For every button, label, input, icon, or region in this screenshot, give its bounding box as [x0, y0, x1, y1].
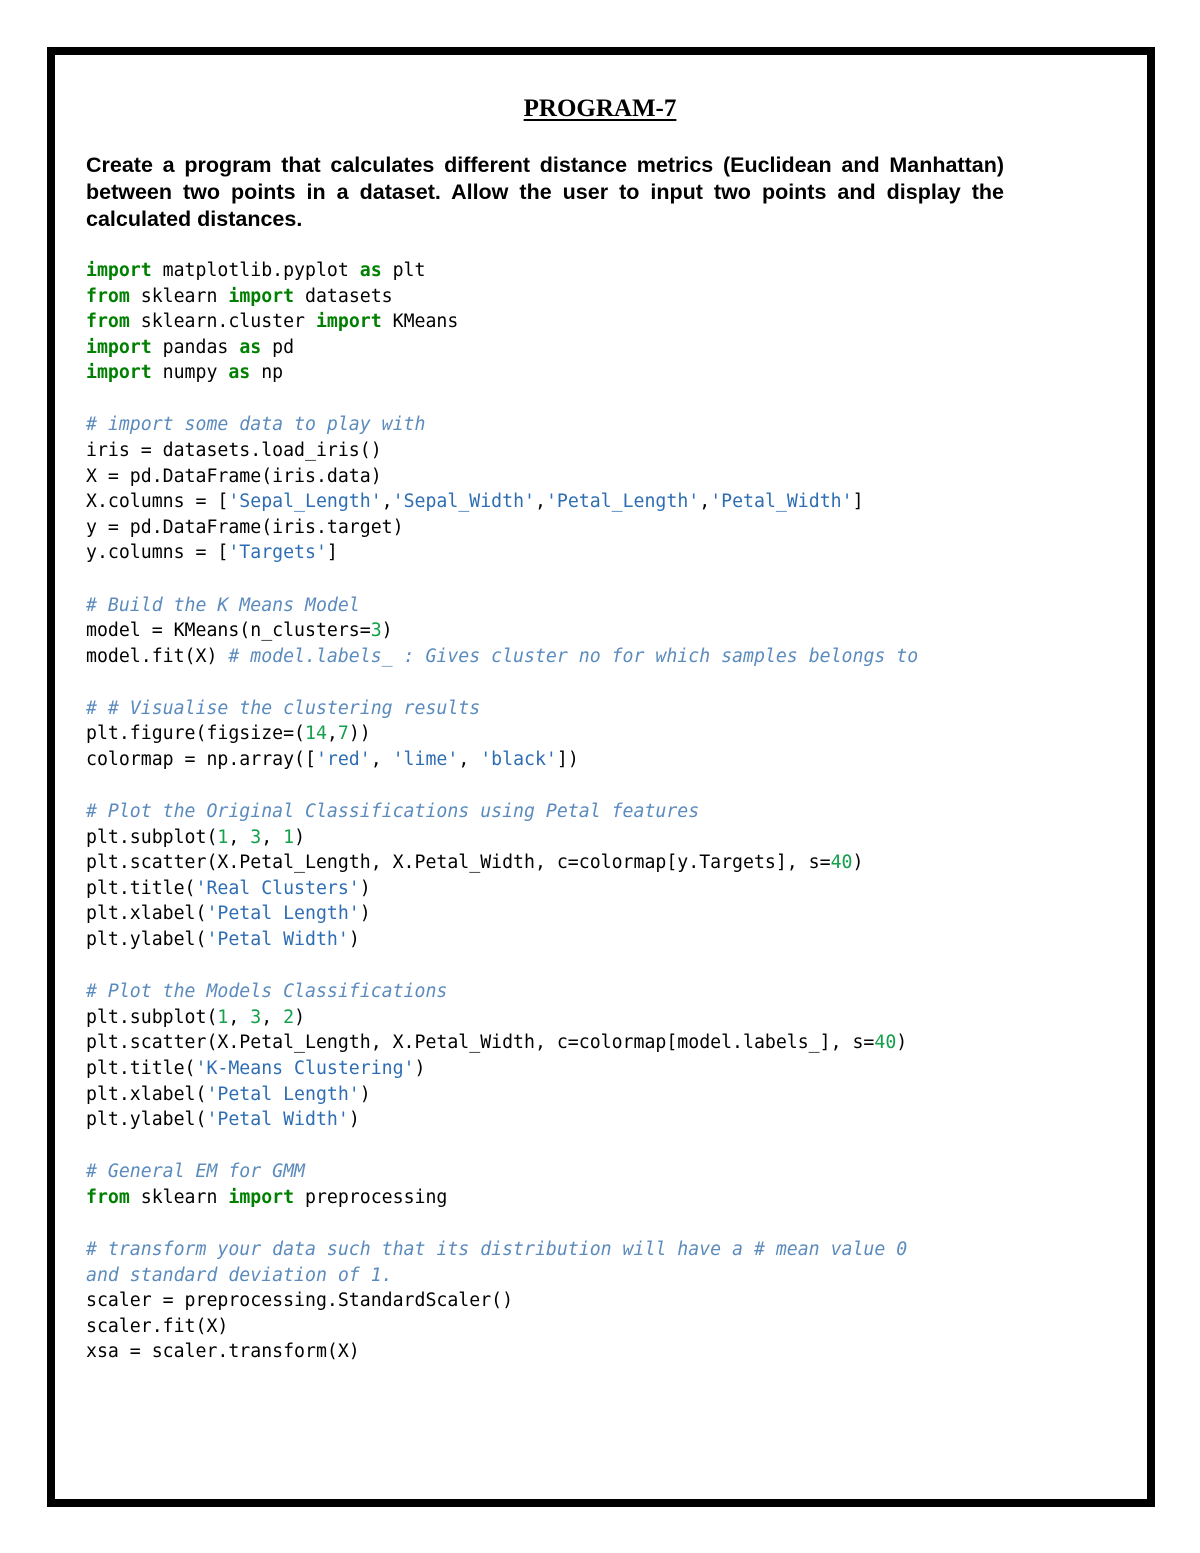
code-token-keyword: as — [228, 362, 251, 384]
code-token-string: 'Sepal_Width' — [392, 491, 535, 513]
code-token-plain: ] — [852, 491, 864, 513]
code-line — [86, 1185, 1036, 1211]
code-token-plain: plt.scatter(X.Petal_Length, X.Petal_Width, c=colormap[y.Targets], s= — [86, 852, 831, 874]
code-token-plain: X = pd.DataFrame(iris.data) — [86, 465, 382, 487]
code-line — [86, 1314, 1036, 1340]
code-token-plain: ) — [348, 929, 360, 951]
code-token-number: 40 — [874, 1032, 897, 1054]
code-block — [86, 258, 1036, 1365]
code-token-plain: , — [326, 723, 338, 745]
code-token-keyword: from — [86, 285, 130, 307]
code-line — [86, 464, 1036, 490]
code-line — [86, 773, 1036, 800]
code-line — [86, 412, 1036, 438]
code-token-plain: ) — [294, 826, 306, 848]
code-token-string: 'Sepal_Length' — [228, 491, 382, 513]
code-token-string: 'Petal Width' — [206, 1109, 349, 1131]
code-token-keyword: as — [359, 260, 382, 281]
code-line — [86, 927, 1036, 953]
code-token-plain: , — [458, 749, 481, 770]
code-token-string: 'Petal Width' — [206, 929, 349, 951]
code-line — [86, 309, 1036, 335]
code-token-number: 7 — [337, 723, 349, 745]
code-token-string: 'Targets' — [228, 542, 327, 564]
code-token-plain: iris = datasets.load_iris() — [86, 440, 382, 462]
code-line — [86, 258, 1036, 284]
code-token-keyword: import — [228, 1186, 295, 1208]
code-token-plain: ) — [896, 1032, 908, 1054]
code-line — [86, 489, 1036, 515]
code-token-comment: # Plot the Original Classifications using Petal features — [86, 801, 700, 823]
code-token-plain: ]) — [556, 749, 579, 770]
code-token-plain: , — [370, 749, 393, 770]
code-line — [86, 1133, 1036, 1160]
code-token-plain: scaler.fit(X) — [86, 1315, 229, 1337]
code-token-plain: preprocessing — [294, 1186, 448, 1208]
code-token-plain: ] — [326, 542, 338, 564]
code-token-keyword: import — [86, 362, 152, 384]
code-token-string: 'Petal_Width' — [710, 491, 853, 513]
code-token-number: 3 — [250, 1006, 262, 1028]
code-line — [86, 1082, 1036, 1108]
code-token-string: 'Petal_Length' — [545, 491, 700, 513]
code-token-plain: , — [381, 491, 393, 513]
code-token-plain: plt.scatter(X.Petal_Length, X.Petal_Width, c=colormap[model.labels_], s= — [86, 1032, 875, 1054]
code-token-plain: , — [228, 1006, 251, 1028]
code-token-comment: # Build the K Means Model — [86, 594, 360, 616]
code-line — [86, 1005, 1036, 1031]
task-description: Create a program that calculates different distance metrics (Euclidean and Manhattan) between two points in a dataset. Allow the user to input two points and display the calculated distances. — [86, 153, 1004, 231]
code-token-keyword: from — [86, 1186, 130, 1208]
code-token-number: 1 — [217, 1006, 229, 1028]
code-token-plain: model.fit(X) — [86, 645, 229, 667]
code-token-comment: # Plot the Models Classifications — [86, 981, 448, 1003]
code-line — [86, 1210, 1036, 1237]
code-token-plain: ) — [359, 877, 371, 899]
code-line — [86, 515, 1036, 541]
code-line — [86, 876, 1036, 902]
code-line — [86, 901, 1036, 927]
code-token-string: 'black' — [480, 749, 557, 770]
code-token-plain: plt.subplot( — [86, 1006, 218, 1028]
code-token-comment: # transform your data such that its distribution will have a # mean value 0 — [86, 1238, 908, 1260]
code-line — [86, 360, 1036, 386]
code-line — [86, 979, 1036, 1005]
code-token-plain: colormap = np.array([ — [86, 749, 316, 770]
code-line — [86, 644, 1036, 670]
code-line — [86, 1237, 1036, 1263]
code-token-plain: sklearn.cluster — [129, 311, 316, 333]
code-token-plain: plt — [381, 260, 426, 281]
code-token-string: 'red' — [315, 749, 371, 770]
code-line — [86, 850, 1036, 876]
code-line — [86, 696, 1036, 722]
code-token-number: 1 — [217, 826, 229, 848]
code-token-plain: xsa = scaler.transform(X) — [86, 1341, 360, 1363]
code-token-keyword: import — [315, 311, 382, 333]
code-token-plain: KMeans — [381, 311, 459, 333]
code-line — [86, 386, 1036, 413]
code-token-comment: # import some data to play with — [86, 414, 426, 436]
code-token-plain: plt.subplot( — [86, 826, 218, 848]
code-token-number: 3 — [370, 620, 382, 642]
code-token-string: 'Petal Length' — [206, 903, 360, 925]
code-token-plain: , — [534, 491, 546, 513]
code-token-plain: sklearn — [129, 1186, 229, 1208]
code-token-plain: np — [250, 362, 284, 384]
code-token-plain: plt.ylabel( — [86, 929, 207, 951]
code-line — [86, 953, 1036, 980]
code-token-plain: plt.ylabel( — [86, 1109, 207, 1131]
code-token-keyword: import — [86, 260, 152, 281]
code-token-plain: plt.title( — [86, 1057, 196, 1079]
code-line — [86, 1263, 1036, 1289]
code-token-comment: # # Visualise the clustering results — [86, 697, 481, 719]
code-token-plain: ) — [359, 903, 371, 925]
code-token-plain: plt.xlabel( — [86, 1083, 207, 1105]
code-token-plain: , — [699, 491, 711, 513]
code-line — [86, 669, 1036, 696]
code-line — [86, 1107, 1036, 1133]
code-token-plain: numpy — [151, 362, 229, 384]
code-token-comment: # model.labels_ : Gives cluster no for which samples belongs to — [228, 645, 919, 667]
code-line — [86, 566, 1036, 593]
code-token-plain: ) — [414, 1057, 426, 1079]
code-token-number: 1 — [283, 826, 295, 848]
code-token-number: 14 — [305, 723, 327, 745]
code-token-plain: )) — [348, 723, 371, 745]
code-token-plain: , — [261, 1006, 284, 1028]
code-token-plain: X.columns = [ — [86, 491, 229, 513]
code-line — [86, 1159, 1036, 1185]
code-token-plain: y.columns = [ — [86, 542, 229, 564]
code-line — [86, 335, 1036, 361]
code-line — [86, 284, 1036, 310]
code-token-string: 'Petal Length' — [206, 1083, 360, 1105]
code-token-plain: ) — [294, 1006, 306, 1028]
code-token-plain: sklearn — [129, 285, 229, 307]
code-line — [86, 1030, 1036, 1056]
code-token-plain: model = KMeans(n_clusters= — [86, 620, 371, 642]
code-line — [86, 438, 1036, 464]
code-token-plain: ) — [348, 1109, 360, 1131]
code-line — [86, 593, 1036, 619]
code-line — [86, 1056, 1036, 1082]
code-line — [86, 721, 1036, 747]
code-token-string: 'Real Clusters' — [195, 877, 360, 899]
code-token-plain: matplotlib.pyplot — [151, 260, 360, 281]
code-token-plain: y = pd.DataFrame(iris.target) — [86, 516, 404, 538]
code-line — [86, 1339, 1036, 1365]
code-token-plain: plt.xlabel( — [86, 903, 207, 925]
code-token-keyword: import — [228, 285, 295, 307]
code-token-plain: plt.title( — [86, 877, 196, 899]
code-token-keyword: from — [86, 311, 130, 333]
code-line — [86, 540, 1036, 566]
code-token-keyword: as — [239, 336, 262, 358]
code-token-comment: and standard deviation of 1. — [86, 1264, 393, 1286]
code-line — [86, 747, 1036, 773]
code-token-number: 3 — [250, 826, 262, 848]
code-token-plain: datasets — [294, 285, 393, 307]
code-token-string: 'K-Means Clustering' — [195, 1057, 415, 1079]
code-token-keyword: import — [86, 336, 152, 358]
code-token-plain: pd — [261, 336, 295, 358]
code-line — [86, 799, 1036, 825]
code-line — [86, 825, 1036, 851]
code-token-comment: # General EM for GMM — [86, 1161, 305, 1183]
code-token-plain: pandas — [151, 336, 240, 358]
code-line — [86, 1288, 1036, 1314]
code-token-string: 'lime' — [392, 749, 459, 770]
page-title: PROGRAM-7 — [523, 95, 677, 122]
code-token-plain: ) — [359, 1083, 371, 1105]
code-token-plain: , — [228, 826, 251, 848]
code-token-plain: , — [261, 826, 284, 848]
code-token-plain: ) — [381, 620, 393, 642]
code-token-plain: scaler = preprocessing.StandardScaler() — [86, 1290, 514, 1312]
code-token-plain: plt.figure(figsize=( — [86, 723, 305, 745]
code-token-number: 40 — [830, 852, 853, 874]
code-token-plain: ) — [852, 852, 864, 874]
code-line — [86, 618, 1036, 644]
code-token-number: 2 — [283, 1006, 295, 1028]
